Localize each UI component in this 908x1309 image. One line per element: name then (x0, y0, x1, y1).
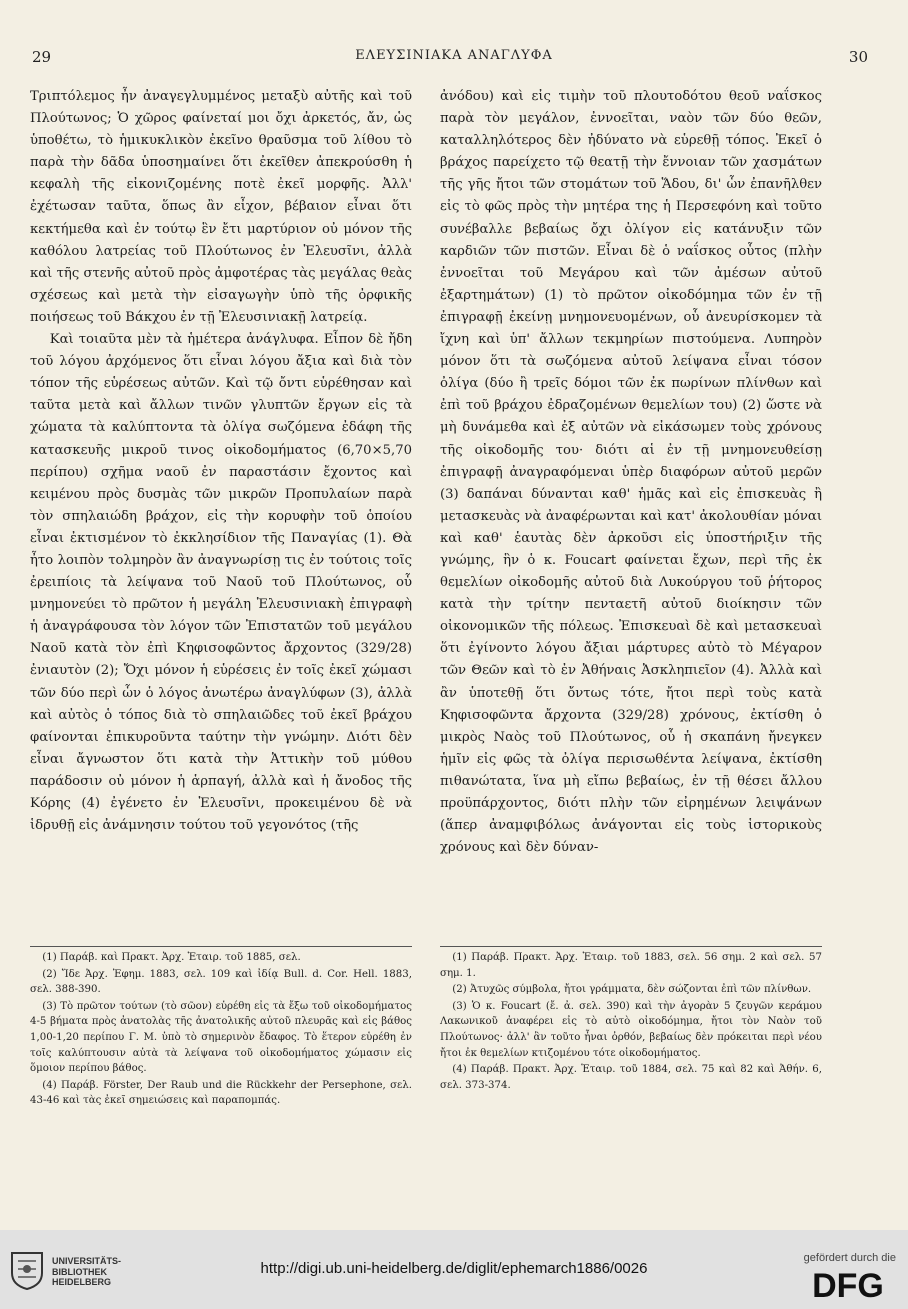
running-title: ΕΛΕΥΣΙΝΙΑΚΑ ΑΝΑΓΛΥΦΑ (355, 48, 553, 63)
footnote: (1) Παράβ. καὶ Πρακτ. Ἀρχ. Ἑταιρ. τοῦ 1885, σελ. (42, 952, 301, 963)
footnote: (3) Τὸ πρῶτον τούτων (τὸ σῶον) εὑρέθη εἰς τὰ ἔξω τοῦ οἰκοδομήματος 4-5 βήματα πρὸς ἀνατολὰς τῆς ἀνατολικῆς αὐτοῦ πλευρᾶς καὶ εἰς βάθος 1,00-1,20 περίπου Γ. Μ. ὑπὸ τὸ σημερινὸν ἔδαφος. Τὸ ἕτερον εὑρέθη ἐν τοῖς καλύπτουσιν αὐτὰ τὰ λείψανα τοῦ οἰκοδομήματος χώμασιν εἰς ὅμοιον περίπου βάθος. (30, 1000, 412, 1075)
permalink-url[interactable]: http://digi.ub.uni-heidelberg.de/diglit/ephemarch1886/0026 (260, 1260, 648, 1277)
uni-name-line: HEIDELBERG (52, 1277, 112, 1287)
uni-name-line: BIBLIOTHEK (52, 1266, 107, 1277)
paragraph: ἀνόδου) καὶ εἰς τιμὴν τοῦ πλουτοδότου θεοῦ ναΐσκος παρὰ τὸν μεγάλον, ἐννοεῖται, ναὸν τῶν δύο θεῶν, καταλληλότερος δὲν ἠδύνατο νὰ εὑρεθῇ τόπος. Ἐκεῖ ὁ βράχος παρείχετο τῷ θεατῇ τὴν ἔννοιαν τῶν χασμάτων τῆς γῆς ἤτοι τῶν στομάτων τοῦ Ἅδου, δι' ὧν ἐπανῆλθεν εἰς τὸ φῶς πρὸς τὴν μητέρα της ἡ Περσεφόνη καὶ τοῦτο συνέβαλλε βεβαίως ὄχι ὀλίγον εἰς κατάνυξιν τῶν καρδιῶν τῶν πιστῶν. Εἶναι δὲ ὁ ναΐσκος οὗτος (πλὴν ἐννοεῖται τοῦ Μεγάρου καὶ τῶν ἀμέσων αὐτοῦ ἐξαρτημάτων) (1) τὸ πρῶτον οἰκοδόμημα τῶν ἐν τῇ ἐπιγραφῇ ἐκείνῃ μνημονευομένων, οὗ ἀνευρίσκομεν τὰ ἴχνη καὶ ὑπ' ἄλλων τεκμηρίων πιστούμενα. Λυπηρὸν μόνον ὅτι τὰ σωζόμενα αὐτοῦ λείψανα εἶναι τόσον ὀλίγα (δύο ἢ τρεῖς δόμοι τῶν ἐκ πωρίνων πλίνθων καὶ ἐπὶ τοῦ βράχου ἐδραζομένων θεμελίων του) (2) ὥστε νὰ μὴ δυνάμεθα καὶ ἐξ αὐτῶν νὰ εἰκάσωμεν τοὺς χρόνους τῆς οἰκοδομῆς του· διότι αἱ ἐν τῇ μνημονευθείσῃ ἐπιγραφῇ ἀναγραφόμεναι ὑπὲρ διαφόρων αὐτοῦ μερῶν (3) δαπάναι δύνανται καθ' ἡμᾶς καὶ εἰς ἐπισκευὰς ἢ μετασκευὰς νὰ ἀναφέρωνται καὶ κατ' ἀκολουθίαν μόναι καὶ καθ' ἑαυτὰς δὲν ἀρκοῦσι εἰς ὑποστήριξιν τῆς γνώμης, ἣν ὁ κ. Foucart φαίνεται ἔχων, περὶ τῆς ἐκ θεμελίων οἰκοδομῆς αὐτοῦ διὰ Λυκούργου τοῦ ῥήτορος κατὰ τὴν τρίτην πενταετῆ αὐτοῦ διοίκησιν τῶν οἰκονομικῶν τῆς πόλεως. Ἐπισκευαὶ δὲ καὶ μετασκευαὶ ὅτι ἐγίνοντο λόγου ἄξιαι μάρτυρες αὐτὸ τὸ Μέγαρον τῶν Θεῶν καὶ τὸ ἐν Ἀθήναις Ἀσκληπιεῖον (4). Ἀλλὰ καὶ ἂν ὑποτεθῇ ὅτι ὄντως τότε, ἤτοι περὶ τοὺς κατὰ Κηφισοφῶντα ἄρχοντα (329/28) χρόνους, ἐκτίσθη ὁ μικρὸς Ναὸς τοῦ Πλούτωνος, οὗ ἡ σκαπάνη ἤνεγκεν ἡμῖν εἰς φῶς τὰ ὀλίγα περισωθέντα λείψανα, ἐκτίσθη πιθανώτατα, ἵνα μὴ εἴπω βεβαίως, ἐν τῇ θέσει ἄλλου προϋπάρχοντος, διότι πλὴν τῶν εἰρημένων λειψάνων (ἅπερ ἀναμφιβόλως ἀνάγονται εἰς τοὺς ἱστορικοὺς χρόνους καὶ δὲν δύναν- (440, 89, 822, 856)
footnote: (2) Ἴδε Ἀρχ. Ἐφημ. 1883, σελ. 109 καὶ ἰδίᾳ Bull. d. Cor. Hell. 1883, σελ. 388-390. (30, 968, 412, 996)
dfg-logo-icon (802, 1266, 894, 1302)
left-text-column (30, 86, 412, 837)
uni-name-line: UNIVERSITÄTS- (52, 1256, 122, 1266)
footnote: (4) Παράβ. Förster, Der Raub und die Rückkehr der Persephone, σελ. 43-46 καὶ τὰς ἐκεῖ σημειώσεις καὶ παραπομπάς. (30, 1079, 412, 1107)
paragraph: Καὶ τοιαῦτα μὲν τὰ ἡμέτερα ἀνάγλυφα. Εἶπον δὲ ἤδη τοῦ λόγου ἀρχόμενος ὅτι εἶναι λόγου ἄξια καὶ διὰ τὸν τόπον τῆς εὑρέσεως αὐτῶν. Καὶ τῷ ὄντι εὑρέθησαν καὶ ταῦτα μετὰ καὶ ἄλλων τινῶν γλυπτῶν ἔργων εἰς τὰ χώματα τὰ καλύπτοντα τὰ ὀλίγα σωζόμενα ἐδάφη τῆς κατασκευῆς μικροῦ τινος οἰκοδομήματος (6,70×5,70 περίπου) σχῆμα ναοῦ ἐν παραστάσιν ἔχοντος καὶ κειμένου πρὸς δυσμὰς τῶν μικρῶν Προπυλαίων παρὰ τὸν σπηλαιώδη βράχον, εἰς τὴν κορυφὴν τοῦ ὁποίου εἶναι ἐκτισμένον τὸ ἐκκλησίδιον τῆς Παναγίας (1). Θὰ ἦτο λοιπὸν τολμηρὸν ἂν ἀναγνωρίσῃ τις ἐν τούτοις τοῖς ἐρειπίοις τὰ λείψανα τοῦ Ναοῦ τοῦ Πλούτωνος, οὗ μνημονεύει τὸ πρῶτον ἡ μεγάλη Ἐλευσινιακὴ ἐπιγραφὴ ἡ ἀναγράφουσα τὸν λόγον τῶν Ἐπιστατῶν τοῦ μεγάλου Ναοῦ κατὰ τὸν ἐπὶ Κηφισοφῶντος ἄρχοντος (329/28) ἐνιαυτὸν (2); Ὄχι μόνον ἡ εὑρέσεις ἐν τοῖς ἐκεῖ χώμασι τῶν δύο περὶ ὧν ὁ λόγος ἀνωτέρω ἀναγλύφων (3), ἀλλὰ καὶ αὐτὸς ὁ τόπος διὰ τὸ σπηλαιῶδες τοῦ ἐκεῖ βράχου φαίνονται ἐπικυροῦντα ταύτην τὴν γνώμην. Διότι δὲν εἶναι ἄγνωστον ὅτι κατὰ τὴν Ἀττικὴν τοῦ μύθου παράδοσιν οὐ μόνον ἡ ἁρπαγή, ἀλλὰ καὶ ἡ ἄνοδος τῆς Κόρης (4) ἐγένετο ἐν Ἐλευσῖνι, προκειμένου δὲ νὰ ἱδρυθῇ εἰς ἀνάμνησιν τούτου τοῦ γεγονότος (τῆς (30, 332, 412, 834)
funding-note: gefördert durch die (803, 1252, 896, 1264)
footnote-divider (440, 946, 822, 947)
dfg-logo-text: DFG (812, 1267, 884, 1302)
right-footnotes (440, 950, 822, 1094)
footnote-divider (30, 946, 412, 947)
footnote: (4) Παράβ. Πρακτ. Ἀρχ. Ἑταιρ. τοῦ 1884, σελ. 75 καὶ 82 καὶ Ἀθήν. 6, σελ. 373-374. (440, 1064, 822, 1091)
page-number-left: 29 (32, 48, 52, 66)
footnote: (1) Παράβ. Πρακτ. Ἀρχ. Ἑταιρ. τοῦ 1883, σελ. 56 σημ. 2 καὶ σελ. 57 σημ. 1. (440, 952, 822, 979)
footnote: (3) Ὁ κ. Foucart (ἔ. ἀ. σελ. 390) καὶ τὴν ἀγορὰν 5 ζευγῶν κεράμου Λακωνικοῦ ἀναφέρει εἰς τὸ αὐτὸ οἰκοδόμημα, ἤτοι τὸν Ναὸν τοῦ Πλούτωνος· ἀλλ' ἂν τοῦτο ἦναι ὀρθόν, βεβαίως δὲν πρόκειται περὶ νέου ἤτοι ἐκ θεμελίων κτιζομένου τότε οἰκοδομήματος. (440, 1000, 822, 1059)
footnote: (2) Ἀτυχῶς σύμβολα, ἤτοι γράμματα, δὲν σώζονται ἐπὶ τῶν πλίνθων. (452, 984, 812, 996)
right-text-column (440, 86, 822, 859)
paragraph: Τριπτόλεμος ἦν ἀναγεγλυμμένος μεταξὺ αὐτῆς καὶ τοῦ Πλούτωνος; Ὁ χῶρος φαίνεταί μοι ὄχι ἀρκετός, ἄν, ὡς ὑποθέτω, τὸ ἡμικυκλικὸν ἐκεῖνο θραῦσμα τοῦ λίθου τὸ παρὰ τὴν δᾶδα ὑποσημαίνει ὅτι ἐκεῖθεν ἀπεκρούσθη ἡ κεφαλὴ τῆς εἰκονιζομένης ποτὲ ἐκεῖ μορφῆς. Ἀλλ' ἐχέτωσαν ταῦτα, ὅπως ἂν εἶχον, βέβαιον εἶναι ὅτι κεκτήμεθα καὶ ἐν τούτῳ ἓν ἔτι μαρτύριον οὐ μόνον τῆς καθόλου λατρείας τοῦ Πλούτωνος ἐν Ἐλευσῖνι, ἀλλὰ καὶ τῆς στενῆς αὐτοῦ πρὸς ἀμφοτέρας τὰς μεγάλας θεὰς σχέσεως καὶ μετὰ τὴν εἰσαγωγὴν ὑπὸ τῆς ὀρφικῆς ποιήσεως τοῦ Βάκχου ἐν τῇ Ἐλευσινιακῇ λατρείᾳ. (30, 89, 412, 325)
page-number-right: 30 (848, 48, 868, 66)
left-footnotes (30, 950, 412, 1110)
